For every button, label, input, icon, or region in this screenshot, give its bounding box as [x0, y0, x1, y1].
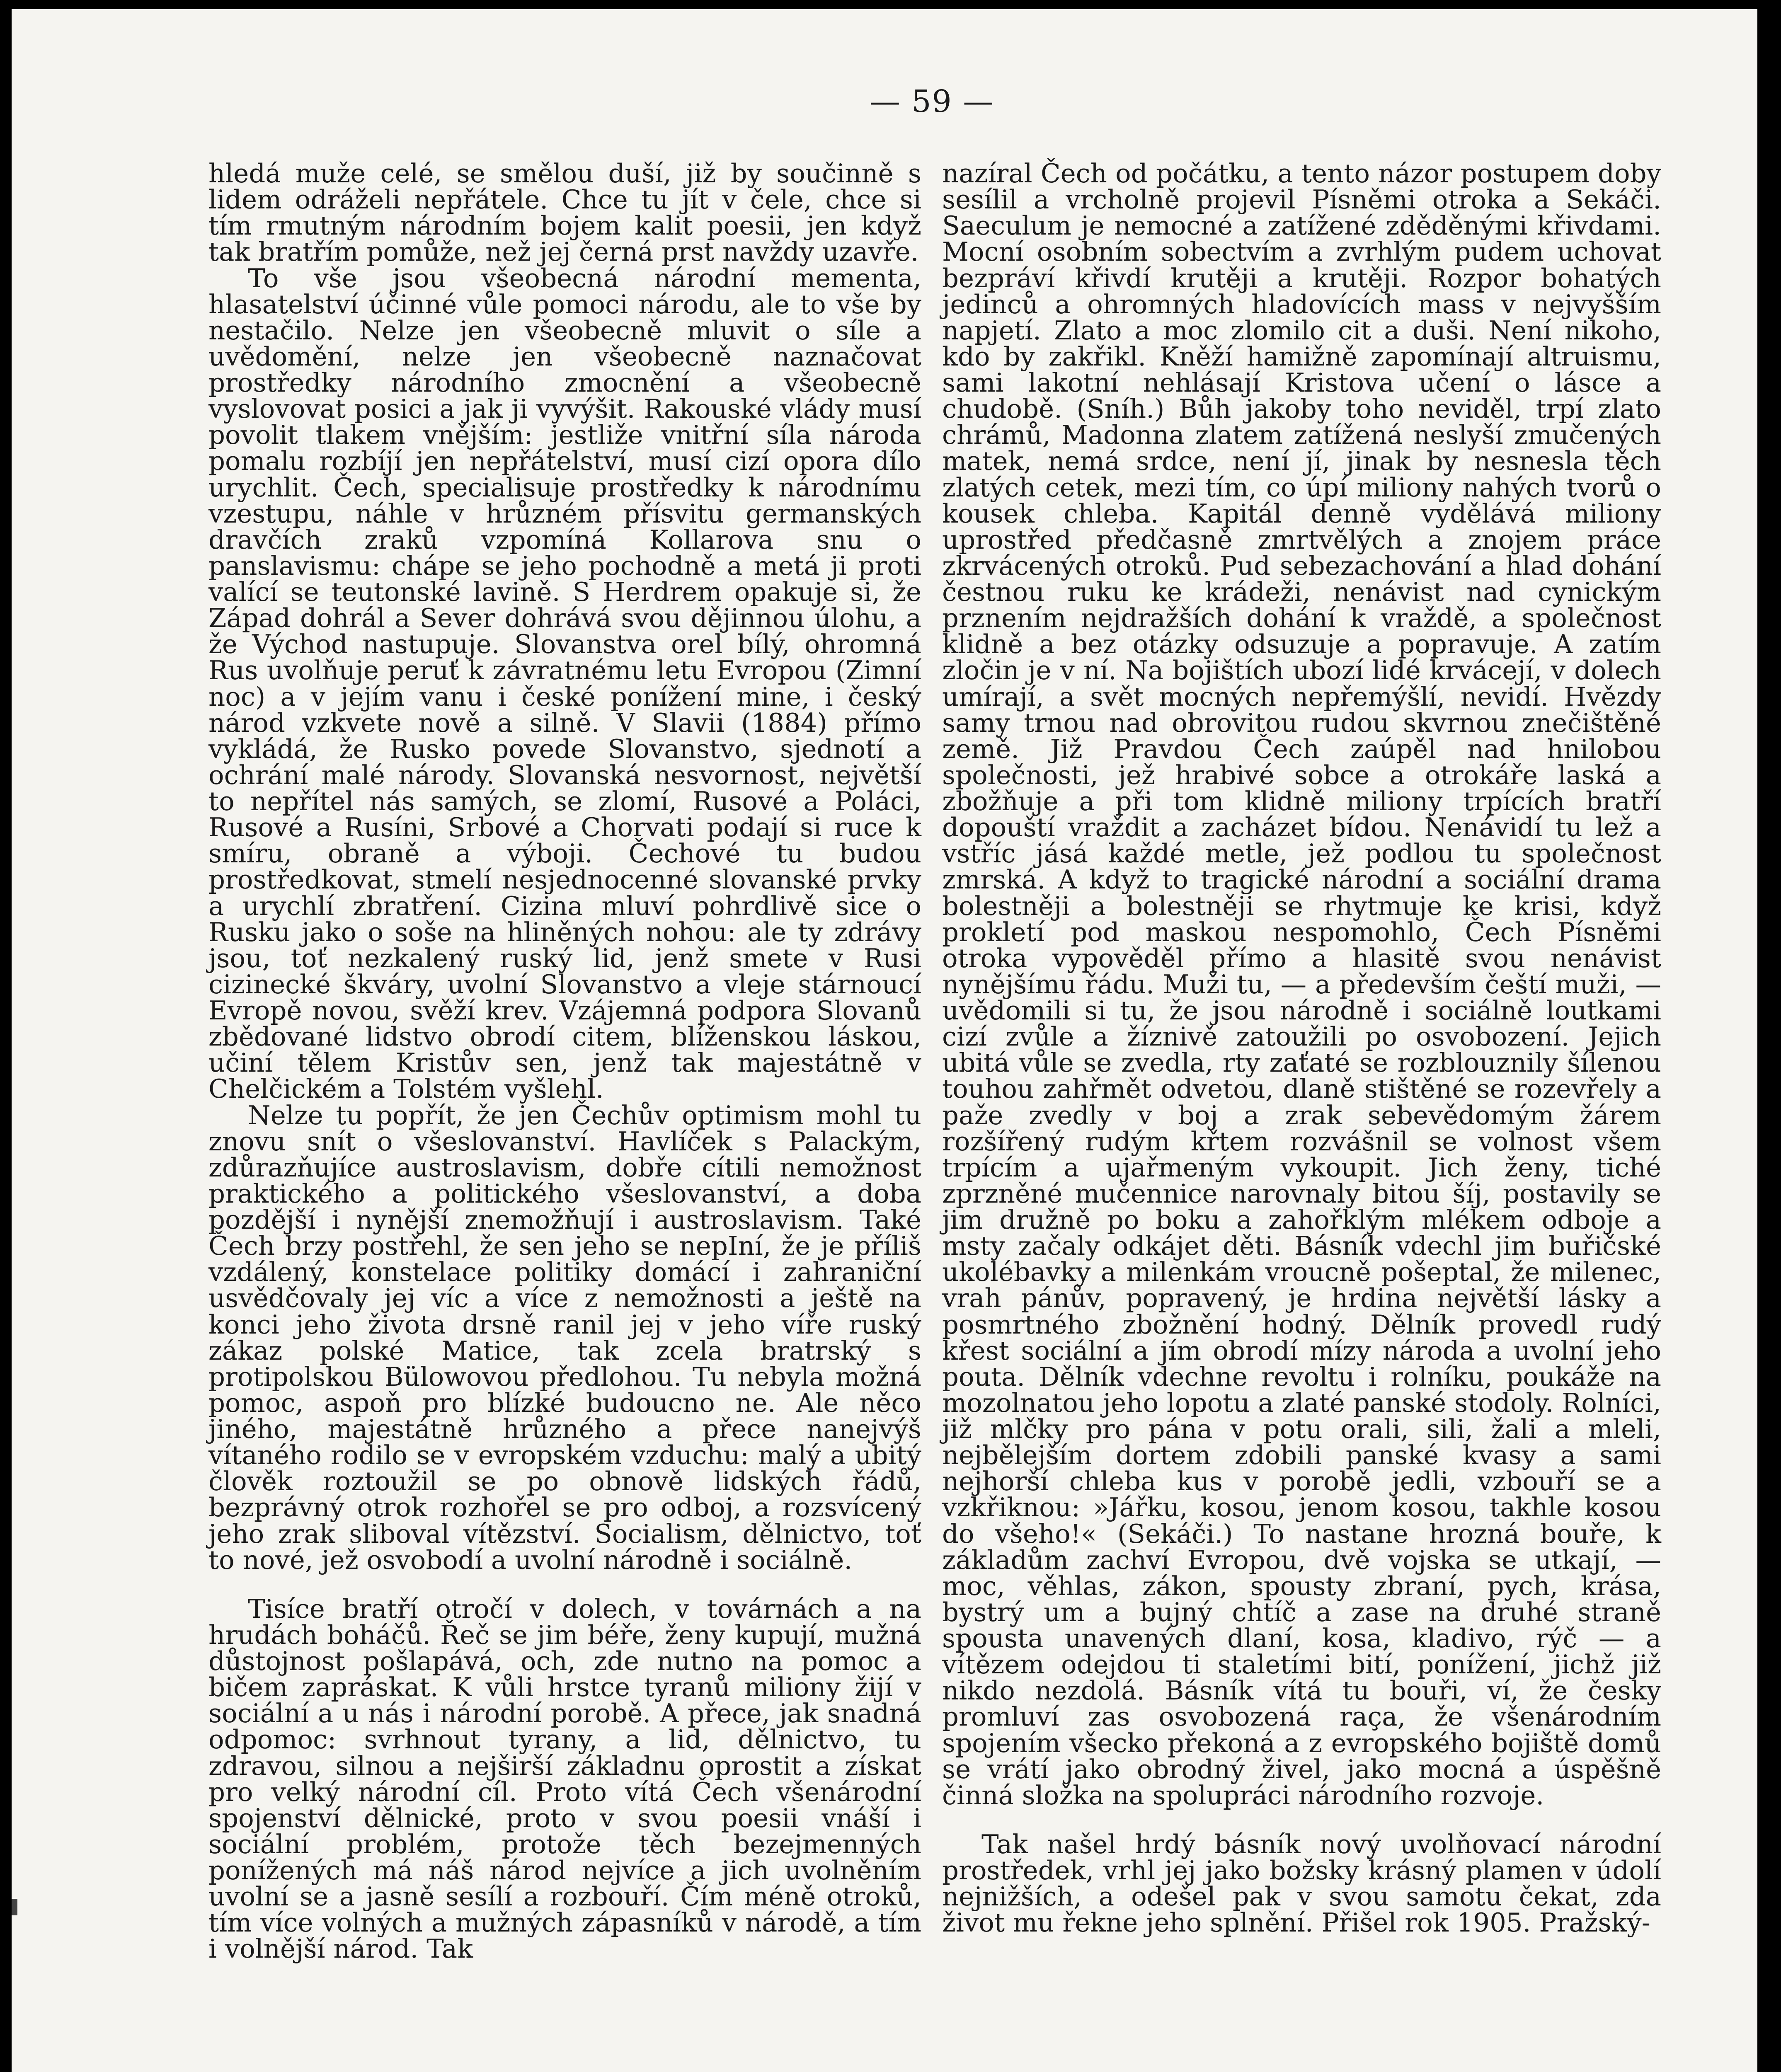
paragraph: Tisíce bratří otročí v dolech, v továrnách a na hrudách boháčů. Řeč se jim béře, ženy kupují, mužná důstojnost pošlapává, och, zde nutno na pomoc a bičem zapráskat. K vůli hrstce tyranů miliony žijí v sociální a u nás i národní porobě. A přece, jak snadná odpomoc: svrhnout tyrany, a lid, dělnictvo, tu zdravou, silnou a nejširší základnu oprostit a získat pro velký národní cíl. Proto vítá Čech všenárodní spojenství dělnické, proto v svou poesii vnáší i sociální problém, protože těch bezejmenných ponížených má náš národ nejvíce a jich uvolněním uvolní se a jasně sesílí a rozbouří. Čím méně otroků, tím více volných a mužných zápasníků v národě, a tím i volnější národ. Tak: [208, 1593, 921, 1964]
paragraph: Tak našel hrdý básník nový uvolňovací národní prostředek, vrhl jej jako božsky krásný plamen v údolí nejnižších, a odešel pak v svou samotu čekat, zda život mu řekne jeho splnění. Přišel rok 1905. Pražský-: [942, 1829, 1661, 1938]
paragraph: Nelze tu popřít, že jen Čechův optimism mohl tu znovu snít o všeslovanství. Havlíček s Palackým, zdůrazňujíce austroslavism, dobře cítili nemožnost praktického a politického všeslovanství, a doba pozdější i nynější znemožňují i austroslavism. Také Čech brzy postřehl, že sen jeho se nepIní, že je příliš vzdálený, konstelace politiky domácí i zahraniční usvědčovaly jej víc a více z nemožnosti a ještě na konci jeho života drsně ranil jej v jeho víře ruský zákaz polské Matice, tak zcela bratrský s protipolskou Bülowovou předlohou. Tu nebyla možná pomoc, aspoň pro blízké budoucno ne. Ale něco jiného, majestátně hrůzného a přece nanejvýš vítaného rodilo se v evropském vzduchu: malý a ubitý člověk roztoužil se po obnově lidských řádů, bezprávný otrok rozhořel se pro odboj, a rozsvícený jeho zrak sliboval vítězství. Socialism, dělnictvo, toť to nové, jež osvobodí a uvolní národně i sociálně.: [208, 1100, 921, 1575]
scan-edge-mark: [12, 1899, 17, 1915]
right-column: [942, 160, 1661, 1936]
left-column: [208, 160, 921, 1962]
paragraph: nazíral Čech od počátku, a tento názor postupem doby sesílil a vrcholně projevil Písněmi otroka a Sekáči. Saeculum je nemocné a zatížené zděděnými křivdami. Mocní osobním sobectvím a zvrhlým pudem uchovat bezpráví křivdí krutěji a krutěji. Rozpor bohatých jedinců a ohromných hladovících mass v nejvyšším napjetí. Zlato a moc zlomilo cit a duši. Není nikoho, kdo by zakřikl. Kněží hamižně zapomínají altruismu, sami lakotní nehlásají Kristova učení o lásce a chudobě. (Sníh.) Bůh jakoby toho neviděl, trpí zlato chrámů, Madonna zlatem zatížená neslyší zmučených matek, nemá srdce, není jí, jinak by nesnesla těch zlatých cetek, mezi tím, co úpí miliony nahých tvorů o kousek chleba. Kapitál denně vydělává miliony uprostřed předčasně zmrtvělých a znojem práce zkrvácených otroků. Pud sebezachování a hlad dohání čestnou ruku ke krádeži, nenávist nad cynickým prznením nejdražších dohání k vraždě, a společnost klidně a bez otázky odsuzuje a popravuje. A zatím zločin je v ní. Na bojištích ubozí lidé krvácejí, v dolech umírají, a svět mocných nepřemýšlí, nevidí. Hvězdy samy trnou nad obrovitou rudou skvrnou znečištěné země. Již Pravdou Čech zaúpěl nad hnilobou společnosti, jež hrabivé sobce a otrokáře laská a zbožňuje a při tom klidně miliony trpících bratří dopouští vraždit a zacházet bídou. Nenávidí tu lež a vstříc jásá každé metle, jež podlou tu společnost zmrská. A když to tragické národní a sociální drama bolestněji a bolestněji se rhytmuje ke krisi, když prokletí pod maskou nespomohlo, Čech Písněmi otroka vypověděl přímo a hlasitě svou nenávist nynějšímu řádu. Muži tu, — a především čeští muži, — uvědomili si tu, že jsou národně i sociálně loutkami cizí zvůle a žíznivě zatoužili po osvobození. Jejich ubitá vůle se zvedla, rty zaťaté se rozblouznily šílenou touhou zahřmět odvetou, dlaně stištěné se rozevřely a paže zvedly v boj a zrak sebevědomým žárem rozšířený rudým křtem rozvášnil se volnost všem trpícím a ujařmeným vykoupit. Jich ženy, tiché zprzněné mučennice narovnaly bitou šíj, postavily se jim družně po boku a zahořklým mlékem odboje a msty začaly odkájet děti. Básník vdechl jim buřičské ukolébavky a milenkám vroucně pošeptal, že milenec, vrah pánův, popravený, je hrdina největší lásky a posmrtného zbožnění hodný. Dělník provedl rudý křest sociální a jím obrodí mízy národa a uvolní jeho pouta. Dělník vdechne revoltu i rolníku, poukáže na mozolnatou jeho lopotu a zlaté panské stodoly. Rolníci, již mlčky pro pána v potu orali, sili, žali a mleli, nejbělejším dortem zdobili panské kvasy a sami nejhorší chleba kus v porobě jedli, vzbouří se a vzkřiknou: »Jářku, kosou, jenom kosou, takhle kosou do všeho!« (Sekáči.) To nastane hrozná bouře, k základům zachví Evropou, dvě vojska se utkají, — moc, věhlas, zákon, spousty zbraní, pych, krása, bystrý um a bujný chtíč a zase na druhé straně spousta unavených dlaní, kosa, kladivo, rýč — a vítězem odejdou ti staletími bití, ponížení, jichž již nikdo nezdolá. Básník vítá tu bouři, ví, že česky promluví zas osvobozená raça, že všenárodním spojením všecko překoná a z evropského bojiště domů se vrátí jako obrodný živel, jako mocná a úspěšně činná složka na spolupráci národního rozvoje.: [942, 158, 1661, 1811]
paragraph: hledá muže celé, se smělou duší, již by součinně s lidem odráželi nepřátele. Chce tu jít v čele, chce si tím rmutným národním bojem kalit poesii, jen když tak bratřím pomůže, než jej černá prst navždy uzavře.: [208, 158, 921, 267]
paragraph: To vše jsou všeobecná národní mementa, hlasatelství účinné vůle pomoci národu, ale to vše by nestačilo. Nelze jen všeobecně mluvit o síle a uvědomění, nelze jen všeobecně naznačovat prostředky národního zmocnění a všeobecně vyslovovat posici a jak ji vyvýšit. Rakouské vlády musí povolit tlakem vnějším: jestliže vnitřní síla národa pomalu rozbíjí jen nepřátelství, musí cizí opora dílo urychlit. Čech, specialisuje prostředky k národnímu vzestupu, náhle v hrůzném přísvitu germanských dravčích zraků vzpomíná Kollarova snu o panslavismu: chápe se jeho pochodně a metá ji proti valící se teutonské lavině. S Herdrem opakuje si, že Západ dohrál a Sever dohrává svou dějinnou úlohu, a že Východ nastupuje. Slovanstva orel bílý, ohromná Rus uvolňuje peruť k závratnému letu Evropou (Zimní noc) a v jejím vanu i české ponížení mine, i český národ vzkvete nově a silně. V Slavii (1884) přímo vykládá, že Rusko povede Slovanstvo, sjednotí a ochrání malé národy. Slovanská nesvornost, největší to nepřítel nás samých, se zlomí, Rusové a Poláci, Rusové a Rusíni, Srbové a Chorvati podají si ruce k smíru, obraně a výboji. Čechové tu budou prostředkovat, stmelí nesjednocenné slovanské prvky a urychlí zbratření. Cizina mluví pohrdlivě sice o Rusku jako o soše na hliněných nohou: ale ty zdrávy jsou, toť nezkalený ruský lid, jenž smete v Rusi cizinecké škváry, uvolní Slovanstvo a vleje stárnoucí Evropě novou, svěží krev. Vzájemná podpora Slovanů zbědované lidstvo obrodí citem, blíženskou láskou, učiní tělem Kristův sen, jenž tak majestátně v Chelčickém a Tolstém vyšlehl.: [208, 263, 921, 1104]
page-number: — 59 —: [870, 84, 995, 119]
book-page: [12, 9, 1757, 2072]
